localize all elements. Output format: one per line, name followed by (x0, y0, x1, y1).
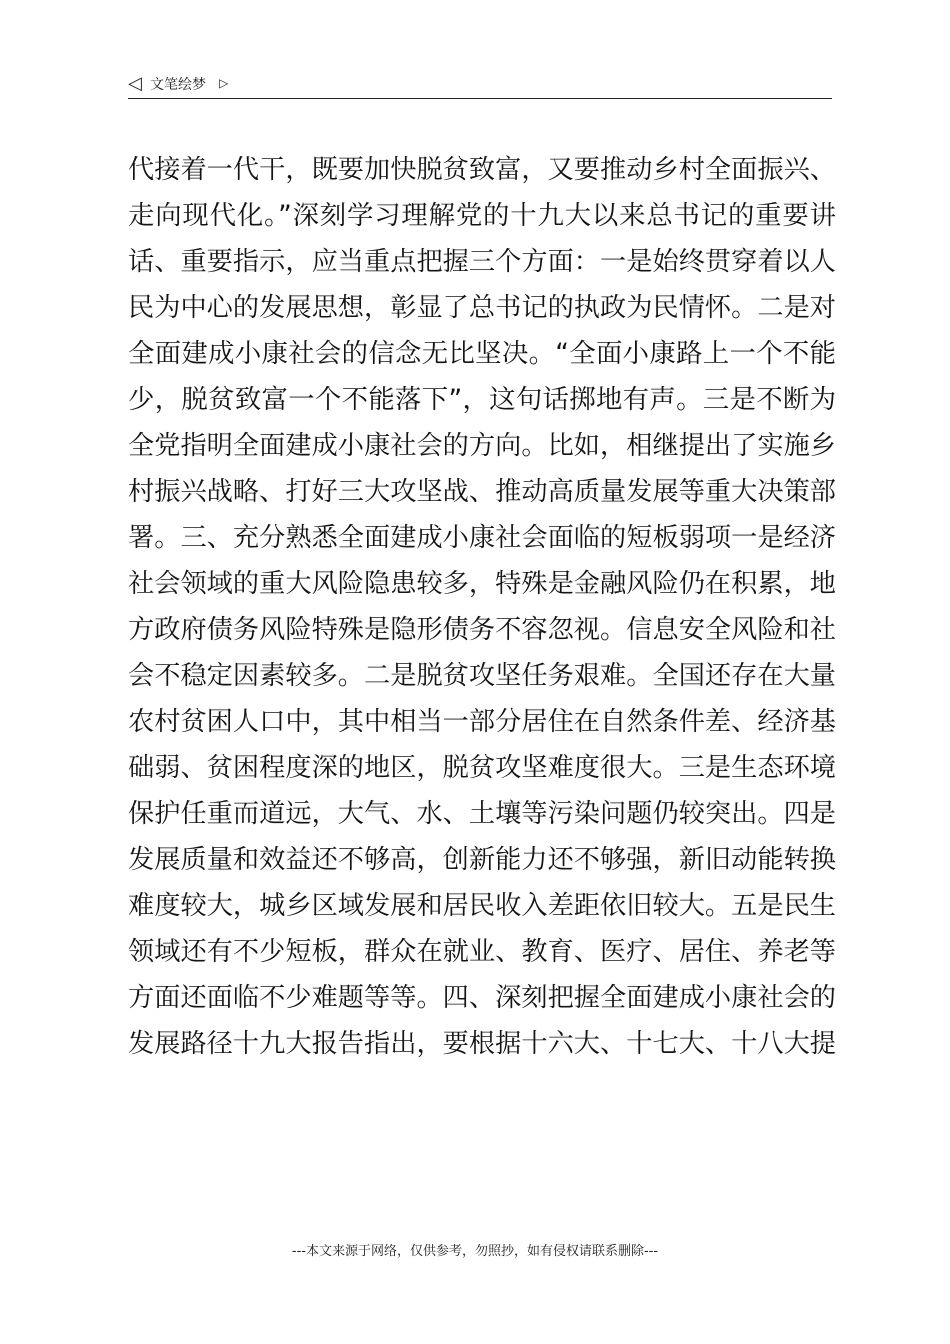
body-line: 代接着一代干，既要加快脱贫致富，又要推动乡村全面振兴、 (128, 155, 836, 185)
body-line: 保护任重而道远，大气、水、土壤等污染问题仍较突出。四是 (128, 799, 836, 829)
body-line: 会不稳定因素较多。二是脱贫攻坚任务艰难。全国还存在大量 (128, 661, 836, 691)
body-line: 全党指明全面建成小康社会的方向。比如，相继提出了实施乡 (128, 431, 836, 461)
body-line: 社会领域的重大风险隐患较多，特殊是金融风险仍在积累，地 (128, 569, 836, 599)
body-line: 话、重要指示，应当重点把握三个方面：一是始终贯穿着以人 (128, 247, 836, 277)
body-line: 领域还有不少短板，群众在就业、教育、医疗、居住、养老等 (128, 937, 836, 967)
body-line: 村振兴战略、打好三大攻坚战、推动高质量发展等重大决策部 (128, 477, 836, 507)
body-line: 难度较大，城乡区域发展和居民收入差距依旧较大。五是民生 (128, 891, 836, 921)
body-line: 走向现代化。”深刻学习理解党的十九大以来总书记的重要讲 (128, 200, 836, 231)
body-line: 署。三、充分熟悉全面建成小康社会面临的短板弱项一是经济 (128, 523, 836, 553)
body-line: 方政府债务风险特殊是隐形债务不容忽视。信息安全风险和社 (128, 615, 836, 645)
body-line: 民为中心的发展思想，彰显了总书记的执政为民情怀。二是对 (128, 293, 836, 323)
right-triangle-icon: ▷ (219, 76, 229, 90)
source-disclaimer: ---本文来源于网络，仅供参考，勿照抄，如有侵权请联系删除--- (291, 1244, 659, 1259)
body-line: 全面建成小康社会的信念无比坚决。“全面小康路上一个不能 (128, 338, 836, 369)
document-body (128, 147, 836, 1067)
left-triangle-icon: ◁ (128, 73, 142, 94)
page-header (128, 74, 832, 99)
body-line: 方面还面临不少难题等等。四、深刻把握全面建成小康社会的 (128, 983, 836, 1013)
header-title: 文笔绘梦 (150, 77, 206, 93)
body-line: 少，脱贫致富一个不能落下”，这句话掷地有声。三是不断为 (128, 384, 836, 415)
body-line: 农村贫困人口中，其中相当一部分居住在自然条件差、经济基 (128, 707, 836, 737)
body-line: 发展路径十九大报告指出，要根据十六大、十七大、十八大提 (128, 1029, 836, 1059)
body-line: 础弱、贫困程度深的地区，脱贫攻坚难度很大。三是生态环境 (128, 753, 836, 783)
body-line: 发展质量和效益还不够高，创新能力还不够强，新旧动能转换 (128, 845, 836, 875)
